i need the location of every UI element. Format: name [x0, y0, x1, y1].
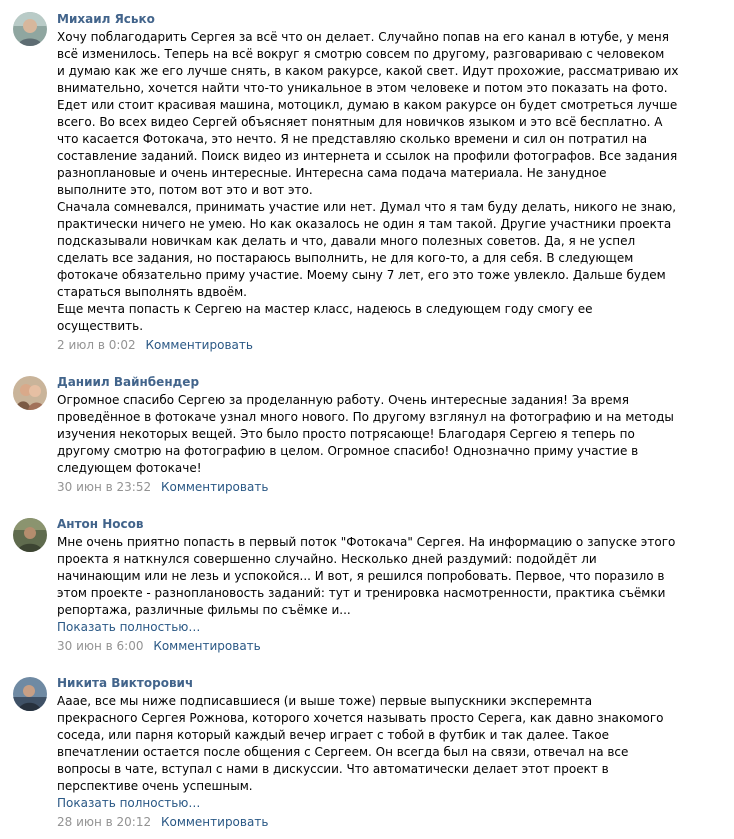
- comment-text: [57, 693, 725, 795]
- avatar-photo-icon: [13, 12, 47, 46]
- comment-text-line: следующем фотокаче!: [57, 461, 202, 475]
- comment-text-line: прекрасного Сергея Рожнова, которого хочется называть просто Серега, как давно знакомого: [57, 711, 664, 725]
- avatar[interactable]: [13, 376, 47, 410]
- comment-date-link[interactable]: 30 июн в 6:00: [57, 639, 144, 653]
- avatar[interactable]: [13, 677, 47, 711]
- comment-text-line: проведённое в фотокаче узнал много нового. По другому взглянул на фотографию и на методы: [57, 410, 674, 424]
- comment-author-link[interactable]: Никита Викторович: [57, 676, 194, 690]
- comment-text-line: Аааe, все мы ниже подписавшиеся (и выше тоже) первые выпускники эксперемнта: [57, 694, 593, 708]
- comment-reply-button[interactable]: Комментировать: [160, 815, 269, 829]
- comment-meta: [57, 479, 725, 495]
- comment-text-line: практически ничего не умею. Но как оказалось не один я там такой. Другие участники проекта: [57, 217, 672, 231]
- comment-reply-button[interactable]: Комментировать: [153, 639, 261, 653]
- comment-text-line: начинающим или не лезь и успокойся... И вот, я решился попробовать. Первое, что поразило в: [57, 569, 665, 583]
- comment-date-link[interactable]: 30 июн в 23:52: [57, 480, 152, 494]
- comment-text-line: вопросы в чате, вступал с нами в дискуссии. Что автоматически делает этот проект в: [57, 762, 609, 776]
- comment-text-line: всё изменилось. Теперь на всё вокруг я смотрю совсем по другому, разговариваю с человеком: [57, 47, 665, 61]
- comment-text-line: репортажа, различные фильмы по съёмке и...: [57, 603, 351, 617]
- comment-text-line: перспективе очень успешным.: [57, 779, 253, 793]
- comment-text-line: фотокаче обязательно приму участие. Моему сыну 7 лет, его это тоже увлекло. Дальше будем: [57, 268, 666, 282]
- comment-reply-button[interactable]: Комментировать: [145, 338, 253, 352]
- show-more-link[interactable]: Показать полностью…: [57, 796, 201, 810]
- comment-text: [57, 392, 725, 477]
- comment-text-line: изучения некоторых вещей. Это было просто потрясающе! Благодаря Сергею я теперь по: [57, 427, 635, 441]
- comment-text-line: Сначала сомневался, принимать участие или нет. Думал что я там буду делать, никого не знаю,: [57, 200, 677, 214]
- comment-text-line: соседа, или парня который каждый вечер играет с тобой в футбик и так далее. Такое: [57, 728, 610, 742]
- comment-text-line: Еще мечта попасть к Сергею на мастер класс, надеюсь в следующем году смогу ее: [57, 302, 593, 316]
- comment-text-line: этом проекте - разноплановость заданий: тут и тренировка насмотренности, практика съёмки: [57, 586, 666, 600]
- comment-text-line: и думаю как же его лучше снять, в каком ракурсе, какой свет. Идут прохожие, рассматриваю их: [57, 64, 679, 78]
- comment-text-line: другому смотрю на фотографию в целом. Огромное спасибо! Однозначно приму участие в: [57, 444, 639, 458]
- comment-text-line: составление заданий. Поиск видео из интернета и ссылок на профили фотографов. Все задания: [57, 149, 678, 163]
- comment-date-link[interactable]: 2 июл в 0:02: [57, 338, 136, 352]
- comment-text-line: выполните это, потом вот это и вот это.: [57, 183, 313, 197]
- comment-text-line: осуществить.: [57, 319, 144, 333]
- comment-author-link[interactable]: Михаил Ясько: [57, 12, 155, 26]
- show-more-link[interactable]: Показать полностью…: [57, 620, 201, 634]
- comment-reply-button[interactable]: Комментировать: [160, 480, 269, 494]
- comment-text-line: Едет или стоит красивая машина, мотоцикл, думаю в каком ракурсе он будет смотреться лучше: [57, 98, 678, 112]
- comment-text-line: стараться выполнять вдвоём.: [57, 285, 247, 299]
- comment-text-line: внимательно, хочется найти что-то уникальное в этом человеке и потом это показать на фото.: [57, 81, 668, 95]
- comment-date-link[interactable]: 28 июн в 20:12: [57, 815, 152, 829]
- comment-author-link[interactable]: Даниил Вайнбендер: [57, 375, 200, 389]
- comment-text-line: впечатлении остается после общения с Сергеем. Он всегда был на связи, отвечал на все: [57, 745, 629, 759]
- comment-meta: [57, 638, 725, 654]
- comment-text: [57, 534, 725, 619]
- comment-text: [57, 29, 725, 335]
- comment-author-link[interactable]: Антон Носов: [57, 517, 144, 531]
- avatar[interactable]: [13, 12, 47, 46]
- avatar-photo-icon: [13, 518, 47, 552]
- comment-text-line: всего. Во всех видео Сергей объясняет понятным для новичков языком и это всё бесплатно. А: [57, 115, 663, 129]
- comment-meta: [57, 814, 725, 830]
- comment-text-line: проекта я наткнулся совершенно случайно. Несколько дней раздумий: подойдёт ли: [57, 552, 597, 566]
- comment-text-line: подсказывали новичкам как делать и что, давали много полезных советов. Да, я не успел: [57, 234, 636, 248]
- comment-text-line: Мне очень приятно попасть в первый поток "Фотокача" Сергея. На информацию о запуске этого: [57, 535, 676, 549]
- comment-text-line: разноплановые и очень интересные. Интересна сама подача материала. Не занудное: [57, 166, 607, 180]
- comment-text-line: что касается Фотокача, это нечто. Я не представляю сколько времени и сил он потратил на: [57, 132, 648, 146]
- comment-text-line: Хочу поблагодарить Сергея за всё что он делает. Случайно попав на его канал в ютубе, у меня: [57, 30, 669, 44]
- comment-text-line: Огромное спасибо Сергею за проделанную работу. Очень интересные задания! За время: [57, 393, 629, 407]
- comment-text-line: сделать все задания, но постараюсь выполнить, не для кого-то, а для себя. В следующем: [57, 251, 634, 265]
- avatar[interactable]: [13, 518, 47, 552]
- avatar-photo-icon: [13, 376, 47, 410]
- comment-meta: [57, 337, 725, 353]
- avatar-photo-icon: [13, 677, 47, 711]
